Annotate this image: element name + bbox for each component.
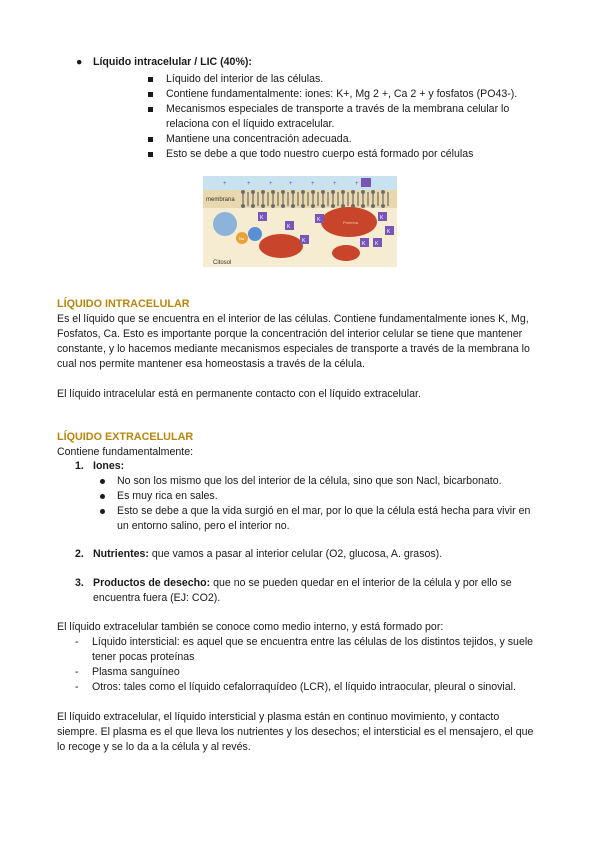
sodium-label: Na (239, 236, 245, 241)
protein-label: Proteína (343, 220, 359, 225)
extracelular-numbered-list-2 (75, 547, 545, 562)
cell-membrane-figure (203, 176, 397, 267)
extracelular-heading: LÍQUIDO EXTRACELULAR (57, 431, 194, 443)
item-number: 2. (75, 548, 84, 560)
ion-label: K (387, 229, 391, 235)
svg-text:+: + (223, 181, 227, 187)
membrane-label: membrana (206, 197, 235, 203)
ion-label: K (287, 224, 291, 230)
item-text: que no se pueden quedar en el interior de la célula y por ello se encuentra fuera (EJ: CO2). (93, 577, 512, 604)
ion-label: K (260, 215, 264, 221)
medio-interno-intro: El líquido extracelular también se conoce como medio interno, y está formado por: (57, 621, 444, 633)
membrane-illustration (203, 176, 397, 267)
list-item: - Líquido intersticial: es aquel que se encuentra entre las células de los distintos tejidos, y suele tener pocas proteínas (75, 635, 545, 665)
list-item: Es muy rica en sales. (93, 489, 545, 504)
numbered-item-desecho (75, 576, 545, 606)
list-item: Mantiene una concentración adecuada. (145, 132, 545, 147)
item-label: Iones: (93, 460, 125, 472)
intracelular-paragraph: Es el líquido que se encuentra en el interior de las células. Contiene fundamentalmente iones K, Mg, Fosfatos, Ca. Esto es importante porque la concentración del interior celular se tiene que mantener constante, y lo hacemos mediante mecanismos especiales de transporte a través de la membrana lo cual nos permite mantener esa homeostasis a través de la célula. (57, 313, 530, 370)
item-text: que vamos a pasar al interior celular (O2, glucosa, A. grasos). (148, 548, 443, 560)
ion-label: K (317, 217, 321, 223)
extracelular-numbered-list (75, 459, 545, 534)
list-item: - Otros: tales como el líquido cefalorraquídeo (LCR), el líquido intraocular, pleural o sinovial. (75, 680, 545, 695)
list-item: Líquido del interior de las células. (145, 72, 545, 87)
svg-text:+: + (311, 181, 315, 187)
list-item: Mecanismos especiales de transporte a través de la membrana celular lo relaciona con el líquido extracelular. (145, 102, 545, 132)
medio-interno-list (75, 635, 545, 695)
svg-text:+: + (333, 181, 337, 187)
ion-label: K (380, 215, 384, 221)
list-item: Esto se debe a que todo nuestro cuerpo está formado por células (145, 147, 545, 162)
intracelular-contact-paragraph: El líquido intracelular está en permanente contacto con el líquido extracelular. (57, 388, 421, 400)
svg-text:+: + (355, 181, 359, 187)
lic-bullet-item (76, 55, 556, 70)
item-label: Nutrientes: (93, 548, 149, 560)
list-item: Contiene fundamentalmente: iones: K+, Mg 2 +, Ca 2 + y fosfatos (PO43-). (145, 87, 545, 102)
svg-text:+: + (247, 181, 251, 187)
lic-square-list (145, 72, 545, 162)
cytosol-label: Citosol (213, 260, 232, 266)
numbered-item-nutrientes (75, 547, 545, 562)
item-number: 3. (75, 577, 84, 589)
extracelular-intro: Contiene fundamentalmente: (57, 446, 194, 458)
closing-paragraph: El líquido extracelular, el líquido intersticial y plasma están en continuo movimiento, y contacto siempre. El plasma es el que lleva los nutrientes y los desechos; el intersticial es el mensajero, el que lo recoge y se lo da a la célula y al revés. (57, 711, 534, 753)
numbered-item-iones (75, 459, 545, 534)
svg-text:+: + (269, 181, 273, 187)
extracelular-numbered-list-3 (75, 576, 545, 606)
intracelular-heading: LÍQUIDO INTRACELULAR (57, 298, 190, 310)
ion-label: K (362, 241, 366, 247)
item-number: 1. (75, 460, 84, 472)
lic-title: Líquido intracelular / LIC (40%): (93, 56, 252, 68)
bullet-dot-icon: ● (76, 56, 83, 68)
list-item: - Plasma sanguíneo (75, 665, 545, 680)
iones-bullet-list (93, 474, 545, 534)
ion-label: K (375, 241, 379, 247)
list-item: Esto se debe a que la vida surgió en el mar, por lo que la célula está hecha para vivir en un entorno salino, pero el interior no. (93, 504, 545, 534)
item-label: Productos de desecho: (93, 577, 211, 589)
ion-label: K (302, 238, 306, 244)
svg-text:+: + (289, 181, 293, 187)
list-item: No son los mismo que los del interior de la célula, sino que son Nacl, bicarbonato. (93, 474, 545, 489)
